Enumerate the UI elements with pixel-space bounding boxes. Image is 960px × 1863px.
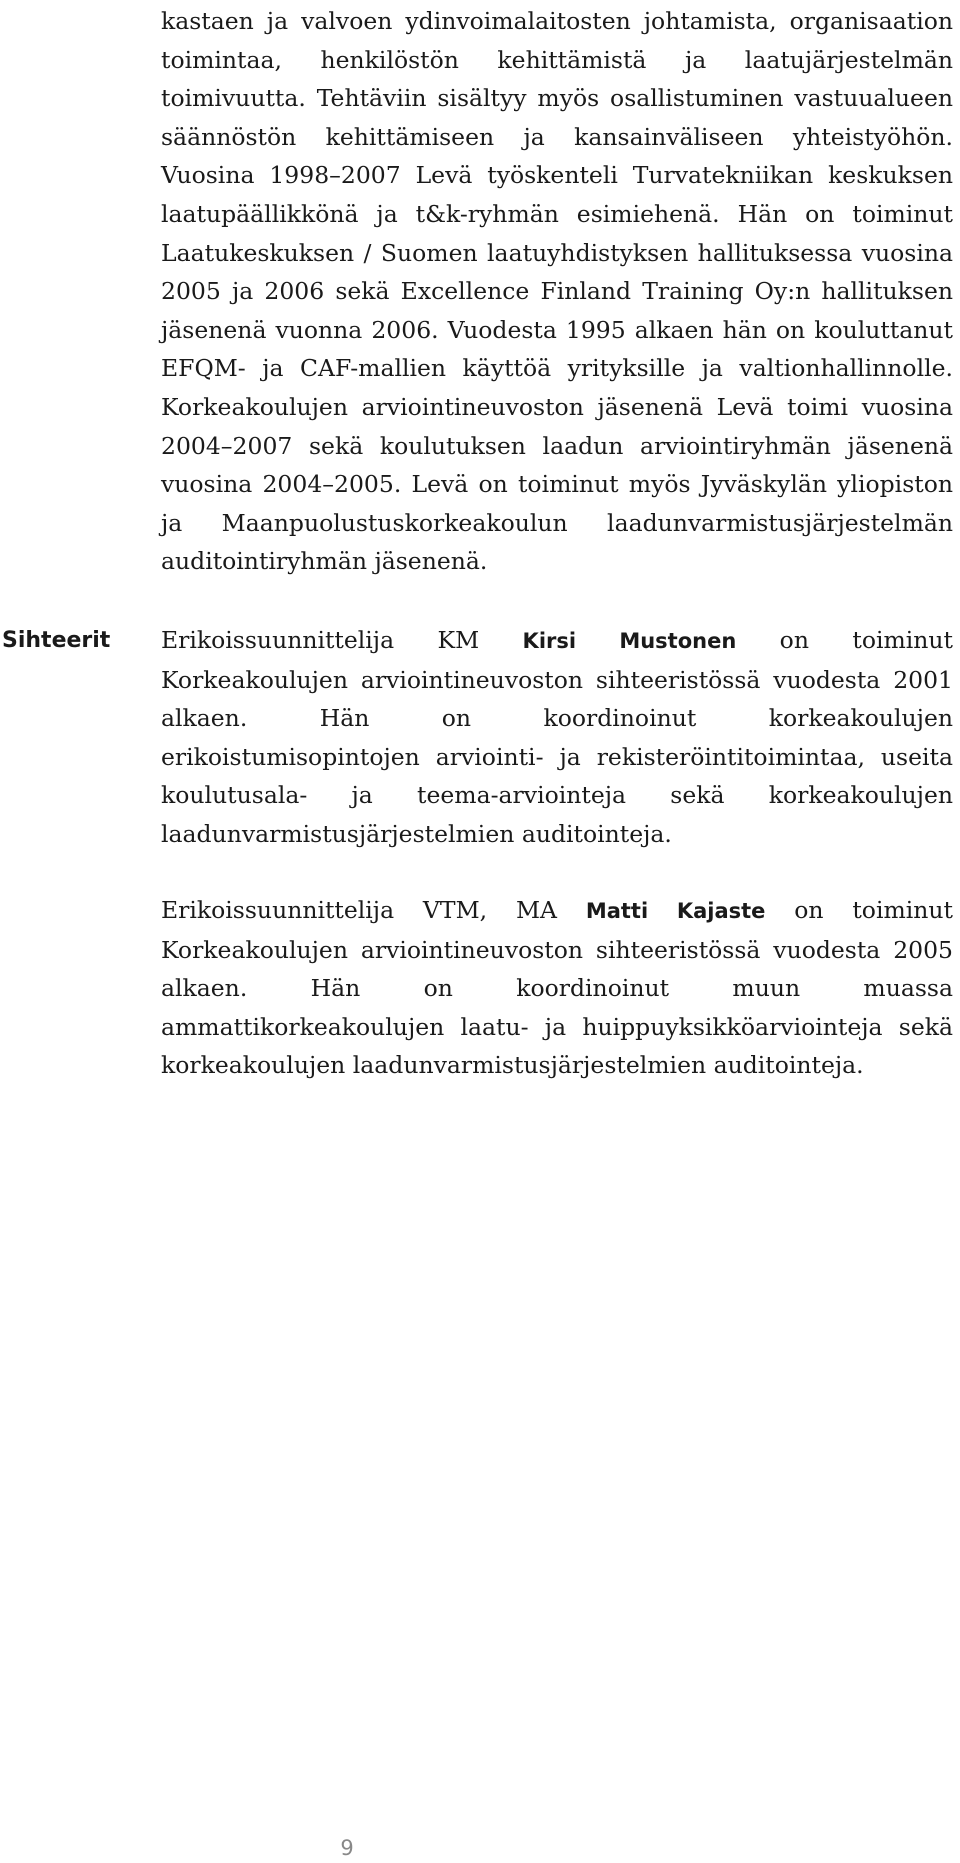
person-name-mustonen: Kirsi Mustonen <box>522 629 737 653</box>
kajaste-bio-text: on toiminut Korkeakoulujen arviointineuvoston sihteeristössä vuodesta 2005 alkaen. Hän on koordinoinut muun muassa ammattikorkeakoulujen laatu- ja huippuyksikköarviointeja sekä korkeakoulujen laadunvarmistusjärjestelmien auditointeja. <box>161 896 953 1080</box>
page-number: 9 <box>340 1836 354 1860</box>
paragraph-kajaste-biography <box>161 891 953 1085</box>
mustonen-bio-text: on toiminut Korkeakoulujen arviointineuvoston sihteeristössä vuodesta 2001 alkaen. Hän on koordinoinut korkeakoulujen erikoistumisopintojen arviointi- ja rekisteröintitoimintaa, useita koulutusala- ja teema-arviointeja sekä korkeakoulujen laadunvarmistusjärjestelmien auditointeja. <box>161 626 953 848</box>
paragraph-mustonen-biography <box>161 621 953 854</box>
kajaste-intro-text: Erikoissuunnittelija VTM, MA <box>161 896 586 924</box>
section-heading-secretaries: Sihteerit <box>2 628 111 653</box>
person-name-kajaste: Matti Kajaste <box>585 899 766 923</box>
paragraph-leva-biography: kastaen ja valvoen ydinvoimalaitosten johtamista, organisaation toimintaa, henkilöstön kehittämistä ja laatujärjestelmän toimivuutta. Tehtäviin sisältyy myös osallistuminen vastuualueen säännöstön kehittämiseen ja kansainväliseen yhteistyöhön. Vuosina 1998–2007 Levä työskenteli Turvatekniikan keskuksen laatupäällikkönä ja t&k-ryhmän esimiehenä. Hän on toiminut Laatukeskuksen / Suomen laatuyhdistyksen hallituksessa vuosina 2005 ja 2006 sekä Excellence Finland Training Oy:n hallituksen jäsenenä vuonna 2006. Vuodesta 1995 alkaen hän on kouluttanut EFQM- ja CAF-mallien käyttöä yrityksille ja valtionhallinnolle. Korkeakoulujen arviointineuvoston jäsenenä Levä toimi vuosina 2004–2007 sekä koulutuksen laadun arviointiryhmän jäsenenä vuosina 2004–2005. Levä on toiminut myös Jyväskylän yliopiston ja Maanpuolustuskorkeakoulun laadunvarmistusjärjestelmän auditointiryhmän jäsenenä. <box>161 7 953 576</box>
mustonen-intro-text: Erikoissuunnittelija KM <box>161 626 523 654</box>
